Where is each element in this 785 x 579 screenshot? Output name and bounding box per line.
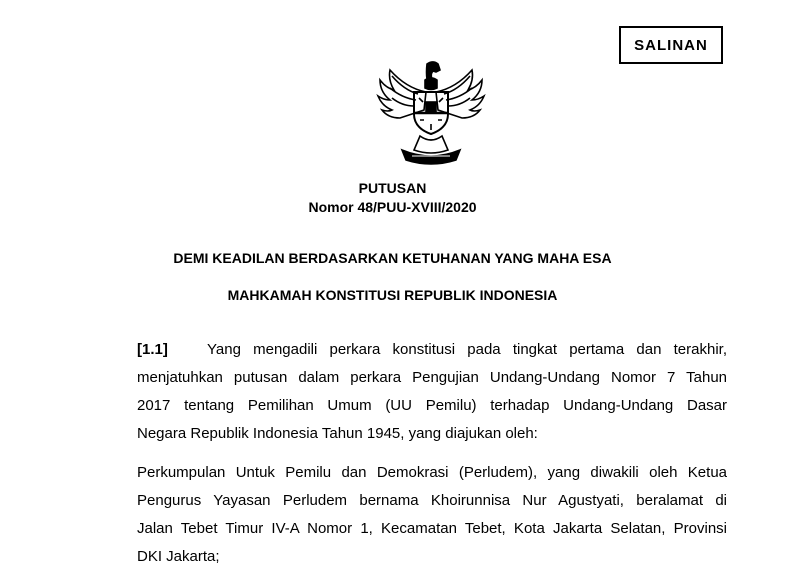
paragraph-text: Yang mengadili perkara konstitusi pada tingkat pertama dan terakhir, — [207, 341, 727, 358]
decision-number: Nomor 48/PUU-XVIII/2020 — [308, 199, 477, 215]
paragraph-line — [137, 336, 727, 364]
paragraph-number: [1.1] — [137, 341, 168, 358]
paragraph-line: DKI Jakarta; — [137, 548, 220, 565]
paragraph-line: 2017 tentang Pemilihan Umum (UU Pemilu) terhadap Undang-Undang Dasar — [137, 397, 727, 414]
invocation-heading: DEMI KEADILAN BERDASARKAN KETUHANAN YANG MAHA ESA — [173, 250, 612, 266]
petitioner-paragraph — [137, 459, 727, 571]
paragraph-line: Negara Republik Indonesia Tahun 1945, yang diajukan oleh: — [137, 425, 538, 442]
stamp-label: SALINAN — [634, 36, 708, 54]
paragraph-line: menjatuhkan putusan dalam perkara Pengujian Undang-Undang Nomor 7 Tahun — [137, 369, 727, 386]
decision-title: PUTUSAN — [358, 180, 427, 196]
paragraph-line: Pengurus Yayasan Perludem bernama Khoirunnisa Nur Agustyati, beralamat di — [137, 492, 727, 509]
salinan-stamp — [619, 26, 723, 64]
garuda-emblem-icon — [372, 58, 490, 168]
paragraph-1-1 — [137, 336, 727, 448]
court-name-heading: MAHKAMAH KONSTITUSI REPUBLIK INDONESIA — [227, 287, 558, 303]
paragraph-line: Jalan Tebet Timur IV-A Nomor 1, Kecamatan Tebet, Kota Jakarta Selatan, Provinsi — [137, 520, 727, 537]
paragraph-line: Perkumpulan Untuk Pemilu dan Demokrasi (Perludem), yang diwakili oleh Ketua — [137, 464, 727, 481]
